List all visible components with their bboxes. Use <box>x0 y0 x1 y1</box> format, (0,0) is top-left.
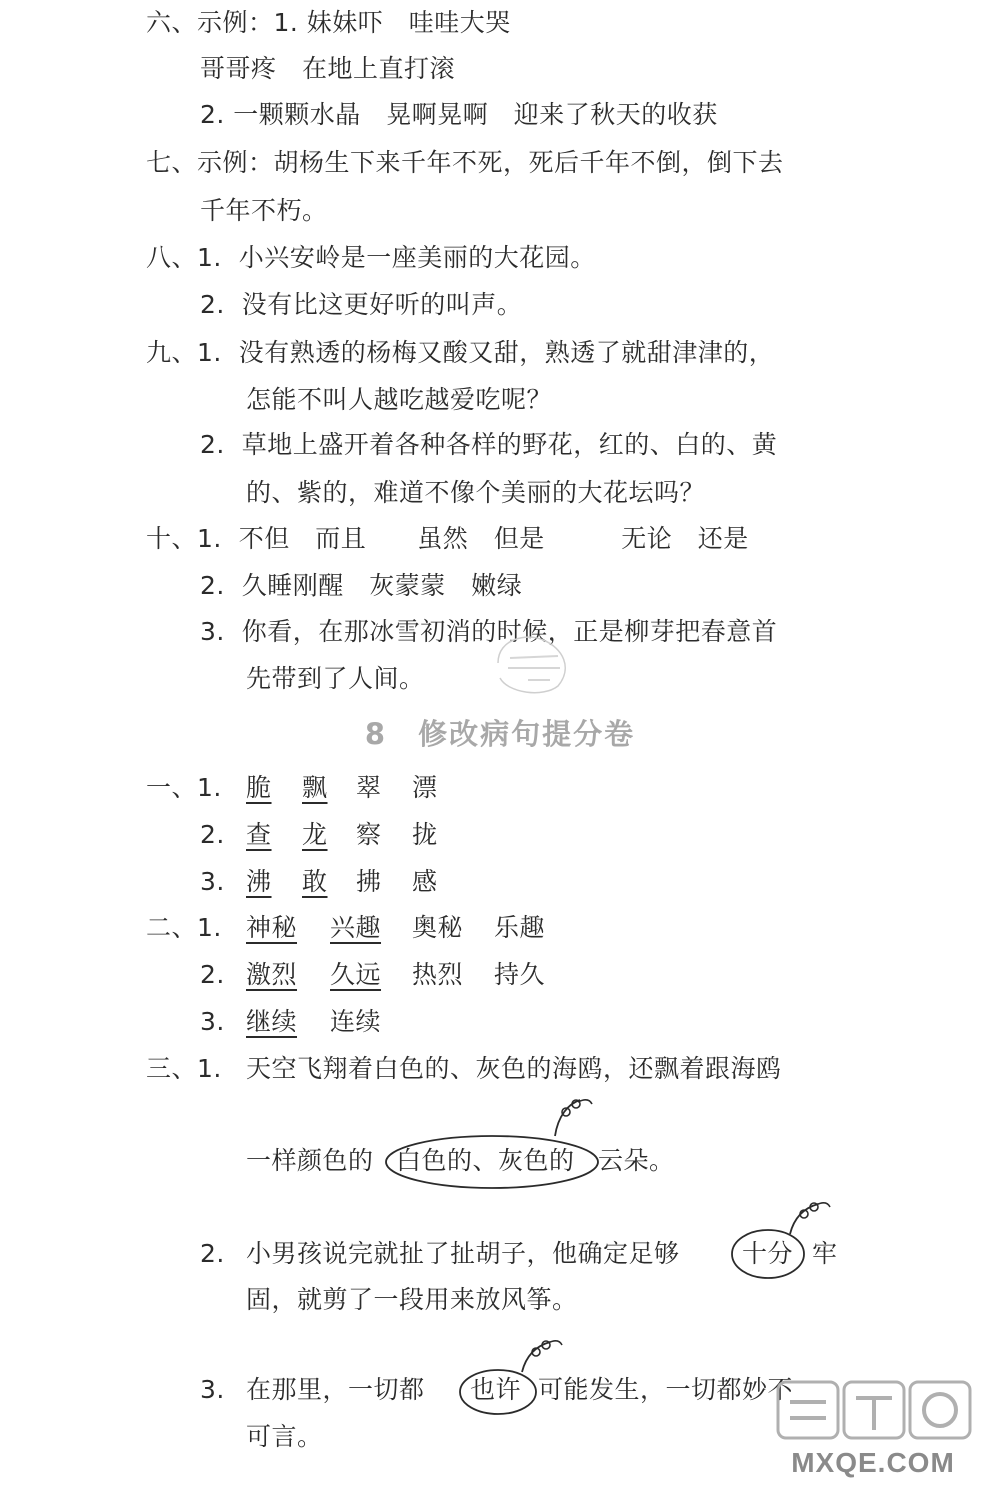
answer-line-10-3: 3. 你看，在那冰雪初消的时候，正是柳芽把春意首 <box>200 617 778 646</box>
answer-line-10-2: 2. 久睡刚醒 灰蒙蒙 嫩绿 <box>200 571 523 600</box>
deletion-mark-1-icon <box>380 1094 610 1194</box>
answer-line-9-2: 怎能不叫人越吃越爱吃呢？ <box>246 385 553 414</box>
q1-r3-w1: 沸 <box>246 867 272 896</box>
q3-line5a: 在那里，一切都 <box>246 1375 425 1404</box>
q3-prefix: 三、1. <box>146 1054 222 1083</box>
q2-r1-w3: 奥秘 <box>412 913 464 942</box>
q3-n3: 3. <box>200 1375 225 1404</box>
q2-r2-w4: 持久 <box>494 960 546 989</box>
q2-r3-w1: 继续 <box>246 1007 298 1036</box>
q1-r1-w4: 漂 <box>412 773 438 802</box>
q1-r2-w2: 龙 <box>302 820 328 849</box>
answer-line-9-4: 的、紫的，难道不像个美丽的大花坛吗？ <box>246 478 706 507</box>
answer-line-6-1: 六、示例：1. 妹妹吓 哇哇大哭 <box>146 8 511 37</box>
q3-line1: 天空飞翔着白色的、灰色的海鸥，还飘着跟海鸥 <box>246 1054 782 1083</box>
answer-line-6-3: 2. 一颗颗水晶 晃啊晃啊 迎来了秋天的收获 <box>200 100 718 129</box>
answer-line-10-4: 先带到了人间。 <box>246 664 425 693</box>
q1-n2: 2. <box>200 820 225 849</box>
q1-r1-w3: 翠 <box>356 773 382 802</box>
q3-line4: 固，就剪了一段用来放风筝。 <box>246 1285 578 1314</box>
q1-r3-w3: 拂 <box>356 867 382 896</box>
q1-r1-w2: 飘 <box>302 773 328 802</box>
q3-line5c: 可能发生，一切都妙不 <box>538 1375 794 1404</box>
q3-line3b-deleted: 十分 <box>742 1239 794 1268</box>
q3-line6: 可言。 <box>246 1422 323 1451</box>
site-watermark-logo <box>758 1368 988 1483</box>
q3-line2b-deleted: 白色的、灰色的 <box>396 1146 575 1175</box>
answer-line-6-2: 哥哥疼 在地上直打滚 <box>200 54 456 83</box>
q1-r2-w3: 察 <box>356 820 382 849</box>
q2-r2-w3: 热烈 <box>412 960 464 989</box>
q2-n2: 2. <box>200 960 225 989</box>
q2-r2-w2: 久远 <box>330 960 382 989</box>
deletion-mark-2-icon <box>728 1194 838 1284</box>
q3-line2c: 云朵。 <box>598 1146 675 1175</box>
q2-r2-w1: 激烈 <box>246 960 298 989</box>
q1-r3-w4: 感 <box>412 867 438 896</box>
q2-n3: 3. <box>200 1007 225 1036</box>
answer-line-8-2: 2. 没有比这更好听的叫声。 <box>200 290 523 319</box>
q3-line5b-deleted: 也许 <box>470 1375 522 1404</box>
q2-prefix: 二、1. <box>146 913 222 942</box>
q1-r1-w1: 脆 <box>246 773 272 802</box>
answer-line-9-1: 九、1. 没有熟透的杨梅又酸又甜，熟透了就甜津津的， <box>146 338 775 367</box>
q2-r3-w2: 连续 <box>330 1007 382 1036</box>
deletion-mark-3-icon <box>456 1334 576 1422</box>
answer-line-7-1: 七、示例：胡杨生下来千年不死，死后千年不倒，倒下去 <box>146 148 784 177</box>
answer-line-9-3: 2. 草地上盛开着各种各样的野花，红的、白的、黄 <box>200 430 778 459</box>
q3-line2a: 一样颜色的 <box>246 1146 374 1175</box>
section-title: 8 修改病句提分卷 <box>364 717 636 751</box>
q1-r3-w2: 敢 <box>302 867 328 896</box>
answer-line-7-2: 千年不朽。 <box>200 196 328 225</box>
q3-line3a: 小男孩说完就扯了扯胡子，他确定足够 <box>246 1239 680 1268</box>
q1-r2-w1: 查 <box>246 820 272 849</box>
q1-prefix: 一、1. <box>146 773 222 802</box>
q1-r2-w4: 拢 <box>412 820 438 849</box>
answer-line-8-1: 八、1. 小兴安岭是一座美丽的大花园。 <box>146 243 596 272</box>
q2-r1-w2: 兴趣 <box>330 913 382 942</box>
publisher-stamp-icon <box>488 628 578 698</box>
watermark-logo-icon <box>758 1368 988 1448</box>
q1-n3: 3. <box>200 867 225 896</box>
q2-r1-w4: 乐趣 <box>494 913 546 942</box>
q3-line3c: 牢 <box>812 1239 838 1268</box>
watermark-text: MXQE.COM <box>791 1447 955 1478</box>
q3-n2: 2. <box>200 1239 225 1268</box>
q2-r1-w1: 神秘 <box>246 913 298 942</box>
answer-line-10-1: 十、1. 不但 而且 虽然 但是 无论 还是 <box>146 524 749 553</box>
